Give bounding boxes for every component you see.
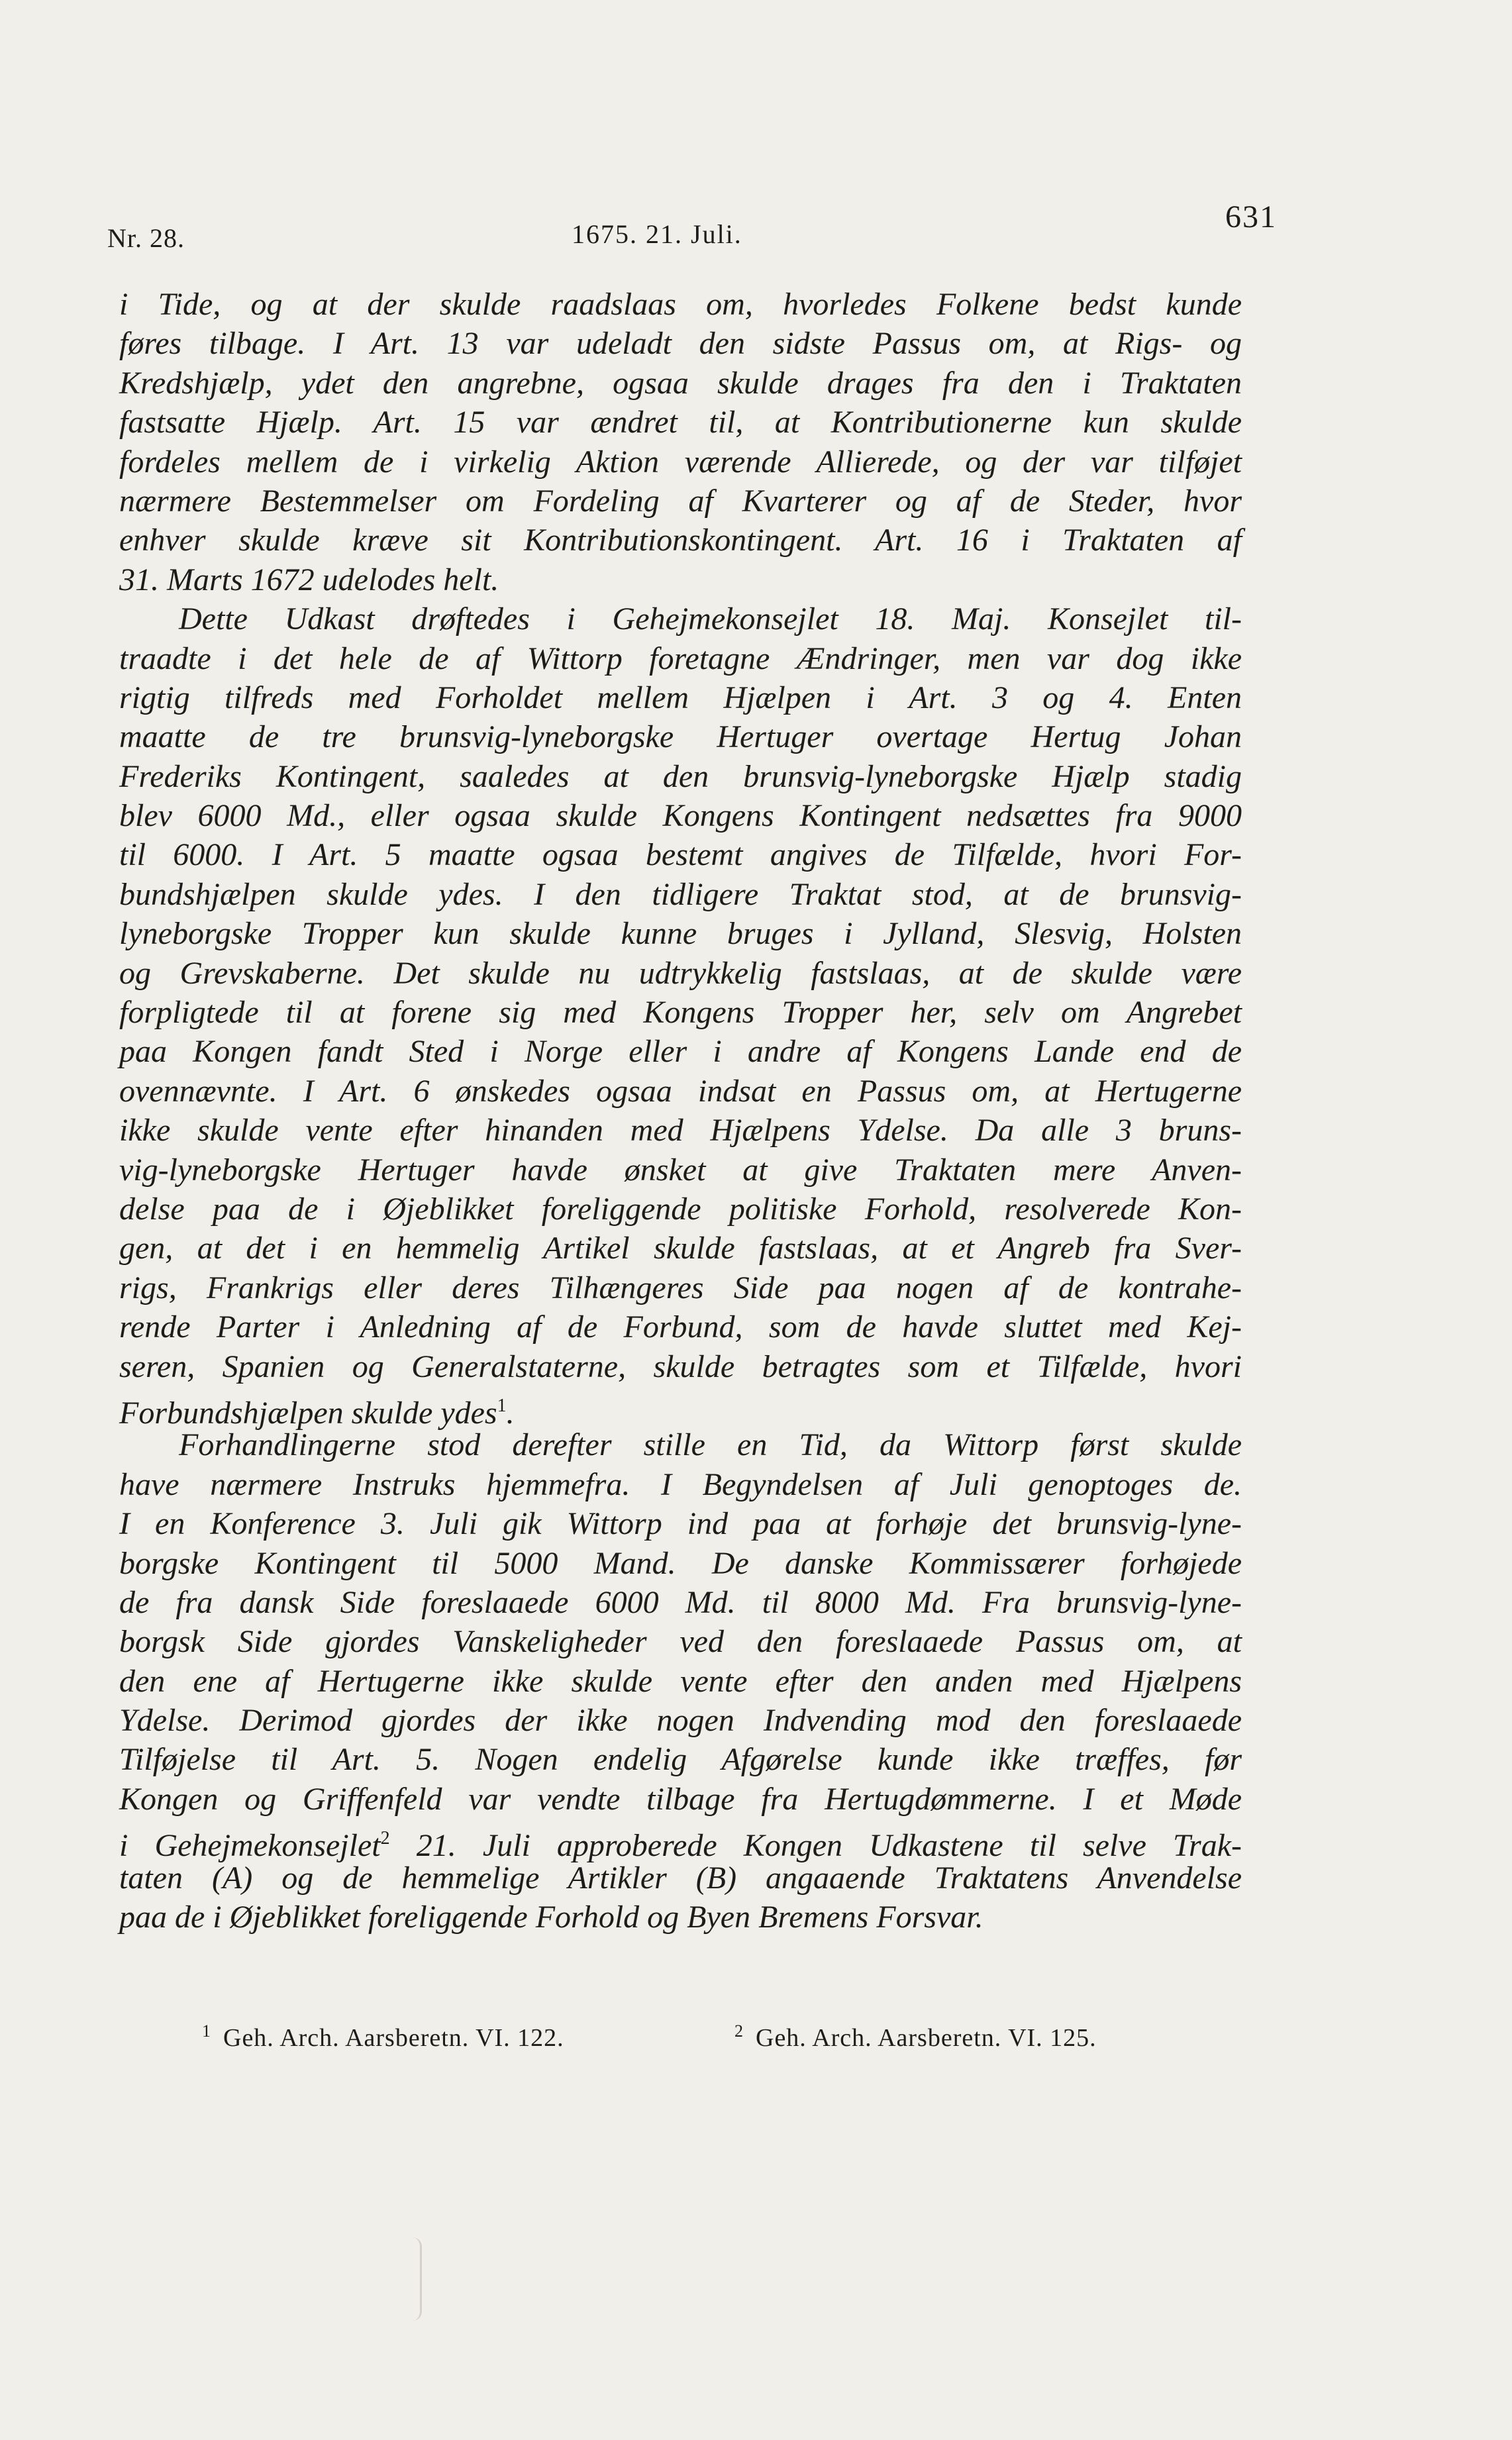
text-line: den ene af Hertugerne ikke skulde vente efter den anden med Hjælpens — [119, 1663, 1242, 1699]
text-line: Tilføjelse til Art. 5. Nogen endelig Afgørelse kunde ikke træffes, før — [119, 1742, 1242, 1778]
text-line: paa de i Øjeblikket foreliggende Forhold og Byen Bremens Forsvar. — [119, 1900, 983, 1935]
text-line: fastsatte Hjælp. Art. 15 var ændret til, at Kontributionerne kun skulde — [119, 405, 1242, 440]
footnote-text: Geh. Arch. Aarsberetn. VI. 125. — [756, 2024, 1097, 2052]
text-line: rende Parter i Anledning af de Forbund, som de havde sluttet med Kej- — [119, 1309, 1242, 1345]
text-line: til 6000. I Art. 5 maatte ogsaa bestemt angives de Tilfælde, hvori For- — [119, 837, 1242, 873]
paragraph — [119, 1425, 1242, 1937]
page-number: 631 — [1225, 199, 1277, 234]
text-line: rigtig tilfreds med Forholdet mellem Hjælpen i Art. 3 og 4. Enten — [119, 680, 1242, 715]
text-line: delse paa de i Øjeblikket foreliggende politiske Forhold, resolverede Kon- — [119, 1191, 1242, 1227]
text-line: maatte de tre brunsvig-lyneborgske Hertuger overtage Hertug Johan — [119, 719, 1242, 755]
text-line: traadte i det hele de af Wittorp foretagne Ændringer, men var dog ikke — [119, 640, 1242, 676]
text-line: de fra dansk Side foreslaaede 6000 Md. til 8000 Md. Fra brunsvig-lyne- — [119, 1584, 1242, 1620]
text-line: forpligtede til at forene sig med Kongens Tropper her, selv om Angrebet — [119, 995, 1242, 1031]
footnotes — [202, 2021, 1262, 2061]
text-line: I en Konference 3. Juli gik Wittorp ind paa at forhøje det brunsvig-lyne- — [119, 1506, 1242, 1542]
paragraph — [119, 599, 1242, 1431]
text-line: Ydelse. Derimod gjordes der ikke nogen Indvending mod den foreslaaede — [119, 1703, 1242, 1739]
text-line: i Tide, og at der skulde raadslaas om, hvorledes Folkene bedst kunde — [119, 287, 1242, 322]
running-date: 1675. 21. Juli. — [572, 219, 742, 249]
text-line: borgske Kontingent til 5000 Mand. De danske Kommissærer forhøjede — [119, 1545, 1242, 1581]
text-line — [119, 1386, 1242, 1431]
body-text — [119, 285, 1242, 1937]
document-number: Nr. 28. — [107, 223, 185, 253]
footnote-text: Geh. Arch. Aarsberetn. VI. 122. — [223, 2024, 564, 2052]
text-line — [119, 1819, 1242, 1864]
text-line: seren, Spanien og Generalstaterne, skulde betragtes som et Tilfælde, hvori — [119, 1348, 1242, 1384]
text-line: Kongen og Griffenfeld var vendte tilbage fra Hertugdømmerne. I et Møde — [119, 1781, 1242, 1817]
text-line: ikke skulde vente efter hinanden med Hjælpens Ydelse. Da alle 3 bruns- — [119, 1113, 1242, 1148]
footnote-reference[interactable]: 1 — [497, 1395, 507, 1416]
line-tail: 21. Juli approberede Kongen Udkastene til selve Trak- — [389, 1828, 1242, 1864]
page-header — [106, 199, 1277, 253]
text-line: enhver skulde kræve sit Kontributionskontingent. Art. 16 i Traktaten af — [119, 523, 1242, 558]
text-line: Forhandlingerne stod derefter stille en Tid, da Wittorp først skulde — [179, 1427, 1242, 1463]
text-line: Frederiks Kontingent, saaledes at den brunsvig-lyneborgske Hjælp stadig — [119, 758, 1242, 794]
text-line: rigs, Frankrigs eller deres Tilhængeres Side paa nogen af de kontrahe- — [119, 1270, 1242, 1305]
text-line: paa Kongen fandt Sted i Norge eller i andre af Kongens Lande end de — [119, 1034, 1242, 1070]
text-line: 31. Marts 1672 udelodes helt. — [119, 562, 499, 597]
text-line: fordeles mellem de i virkelig Aktion værende Allierede, og der var tilføjet — [119, 444, 1242, 480]
line-text: Forbundshjælpen skulde ydes — [119, 1395, 497, 1431]
footnote — [202, 2021, 564, 2053]
footnote — [734, 2021, 1097, 2053]
text-line: have nærmere Instruks hjemmefra. I Begyndelsen af Juli genoptoges de. — [119, 1466, 1242, 1502]
text-line: blev 6000 Md., eller ogsaa skulde Kongens Kontingent nedsættes fra 9000 — [119, 798, 1242, 834]
text-line: nærmere Bestemmelser om Fordeling af Kvarterer og af de Steder, hvor — [119, 483, 1242, 519]
text-line: og Grevskaberne. Det skulde nu udtrykkelig fastslaas, at de skulde være — [119, 955, 1242, 991]
line-tail: . — [506, 1395, 515, 1431]
line-text: i Gehejmekonsejlet — [119, 1828, 381, 1864]
text-line: føres tilbage. I Art. 13 var udeladt den sidste Passus om, at Rigs- og — [119, 326, 1242, 362]
footnote-mark: 1 — [202, 2021, 211, 2041]
paragraph — [119, 285, 1242, 599]
text-line: lyneborgske Tropper kun skulde kunne bruges i Jylland, Slesvig, Holsten — [119, 916, 1242, 952]
text-line: taten (A) og de hemmelige Artikler (B) angaaende Traktatens Anvendelse — [119, 1860, 1242, 1896]
text-line: ovennævnte. I Art. 6 ønskedes ogsaa indsat en Passus om, at Hertugerne — [119, 1073, 1242, 1109]
footnote-mark: 2 — [734, 2021, 744, 2041]
text-line: Kredshjælp, ydet den angrebne, ogsaa skulde drages fra den i Traktaten — [119, 365, 1242, 401]
text-line: vig-lyneborgske Hertuger havde ønsket at give Traktaten mere Anven- — [119, 1152, 1242, 1188]
text-line: gen, at det i en hemmelig Artikel skulde fastslaas, at et Angreb fra Sver- — [119, 1231, 1242, 1266]
footnote-reference[interactable]: 2 — [380, 1828, 390, 1849]
page-edge-mark — [385, 2237, 422, 2321]
text-line: borgsk Side gjordes Vanskeligheder ved den foreslaaede Passus om, at — [119, 1624, 1242, 1660]
text-line: bundshjælpen skulde ydes. I den tidligere Traktat stod, at de brunsvig- — [119, 876, 1242, 912]
text-line: Dette Udkast drøftedes i Gehejmekonsejlet 18. Maj. Konsejlet til- — [179, 601, 1242, 637]
